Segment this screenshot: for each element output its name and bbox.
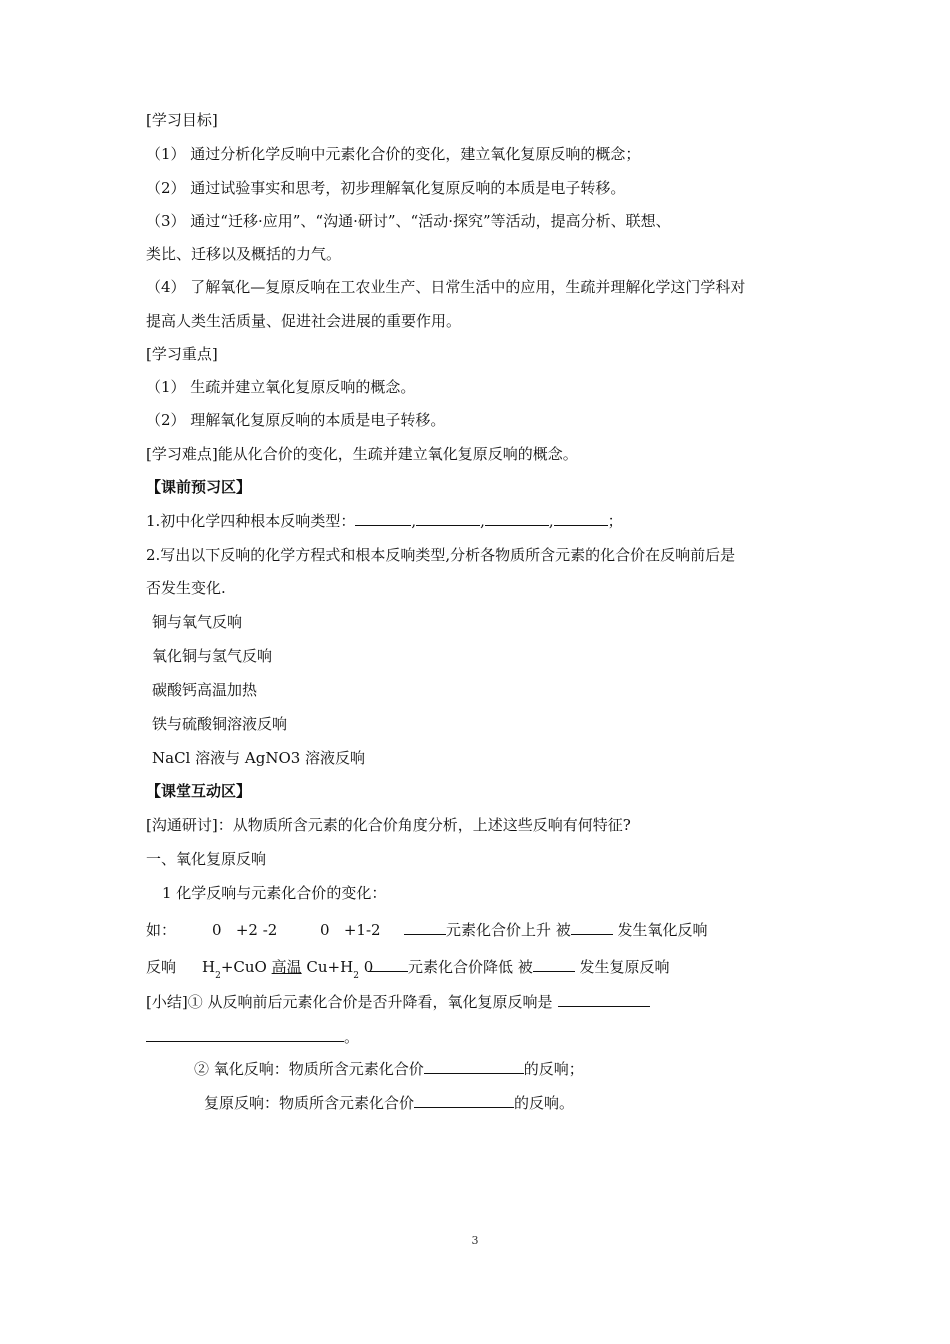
summary-text: [小结]① 从反响前后元素化合价是否升降看，氧化复原反响是 [146,993,553,1011]
comma: , [411,512,417,530]
key-point-item: （1） 生疏并建立氧化复原反响的概念。 [146,378,416,396]
answer-blank[interactable] [485,511,549,526]
subscript: 2 [353,971,359,981]
objective-item: 提高人类生活质量、促进社会进展的重要作用。 [146,312,462,330]
reaction-item: 铜与氧气反响 [152,613,243,631]
sub-title: 1 化学反响与元素化合价的变化： [162,884,387,902]
oxidation-definition [194,1059,584,1079]
discussion-line: [沟通研讨]：从物质所含元素的化合价角度分析，上述这些反响有何特征? [146,816,631,834]
copper-oxide: +CuO [220,958,267,976]
equation [202,957,373,980]
fall-text: 元素化合价降低 被 [408,958,533,976]
reaction-item: 铁与硫酸铜溶液反响 [152,715,288,733]
answer-blank[interactable] [558,992,650,1007]
answer-blank[interactable] [533,957,575,972]
objective-item: 类比、迁移以及概括的力气。 [146,245,342,263]
comma: , [548,512,554,530]
semicolon: ； [607,512,623,530]
reaction-item: 氧化铜与氢气反响 [152,647,273,665]
definition-text: ② 氧化反响：物质所含元素化合价 [194,1060,424,1078]
oxygen: 0 [363,958,374,976]
page-number: 3 [471,1234,479,1247]
answer-blank[interactable] [146,1027,344,1042]
answer-blank[interactable] [424,1059,524,1074]
objectives-heading: [学习目标] [146,111,218,129]
difficulty-line: [学习难点]能从化合价的变化，生疏并建立氧化复原反响的概念。 [146,445,578,463]
preview-question-2: 2.写出以下反响的化学方程式和根本反响类型,分析各物质所含元素的化合价在反响前后是 [146,546,736,564]
hydrogen: H [202,958,216,976]
answer-blank[interactable] [571,920,613,935]
objective-item: （1） 通过分析化学反响中元素化合价的变化，建立氧化复原反响的概念； [146,145,641,163]
comma: , [480,512,485,530]
answer-blank[interactable] [355,511,411,526]
question-text: 1.初中化学四种根本反响类型： [146,512,356,530]
products: Cu+H [306,958,354,976]
key-points-heading: [学习重点] [146,345,218,363]
row-label: 反响 [146,958,177,976]
oxidation-text: 发生氧化反响 [612,921,708,939]
preview-question-2-cont: 否发生变化. [146,579,226,597]
summary-line [146,992,650,1012]
reaction-condition: 高温 [271,958,302,976]
definition-text: 复原反响：物质所含元素化合价 [204,1094,415,1112]
preview-heading: 【课前预习区】 [146,478,252,496]
oxidation-row [404,920,708,940]
reduction-text: 发生复原反响 [574,958,670,976]
subscript: 2 [215,971,221,981]
section-title: 一、氧化复原反响 [146,850,267,868]
valences-left: 0 +2 -2 [212,921,278,939]
answer-blank[interactable] [368,957,408,972]
interactive-heading: 【课堂互动区】 [146,782,252,800]
answer-blank[interactable] [414,1093,514,1108]
objective-item: （2） 通过试验事实和思考，初步理解氧化复原反响的本质是电子转移。 [146,179,626,197]
rise-text: 元素化合价上升 被 [446,921,571,939]
reduction-definition [204,1093,574,1113]
preview-question-1 [146,511,623,531]
summary-line-2 [146,1027,359,1047]
definition-suffix: 的反响； [523,1060,584,1078]
answer-blank[interactable] [416,511,480,526]
period: 。 [344,1028,360,1046]
reduction-row [368,957,670,977]
example-label: 如： [146,921,177,939]
answer-blank[interactable] [554,511,608,526]
objective-item: （4） 了解氧化—复原反响在工农业生产、日常生活中的应用，生疏并理解化学这门学科对 [146,278,746,296]
definition-suffix: 的反响。 [514,1094,575,1112]
reaction-item: NaCl 溶液与 AgNO3 溶液反响 [152,749,366,767]
reaction-item: 碳酸钙高温加热 [152,681,258,699]
objective-item: （3） 通过“迁移·应用”、“沟通·研讨”、“活动·探究”等活动，提高分析、联想、 [146,212,671,230]
key-point-item: （2） 理解氧化复原反响的本质是电子转移。 [146,411,446,429]
valences-right: 0 +1-2 [320,921,381,939]
answer-blank[interactable] [404,920,446,935]
